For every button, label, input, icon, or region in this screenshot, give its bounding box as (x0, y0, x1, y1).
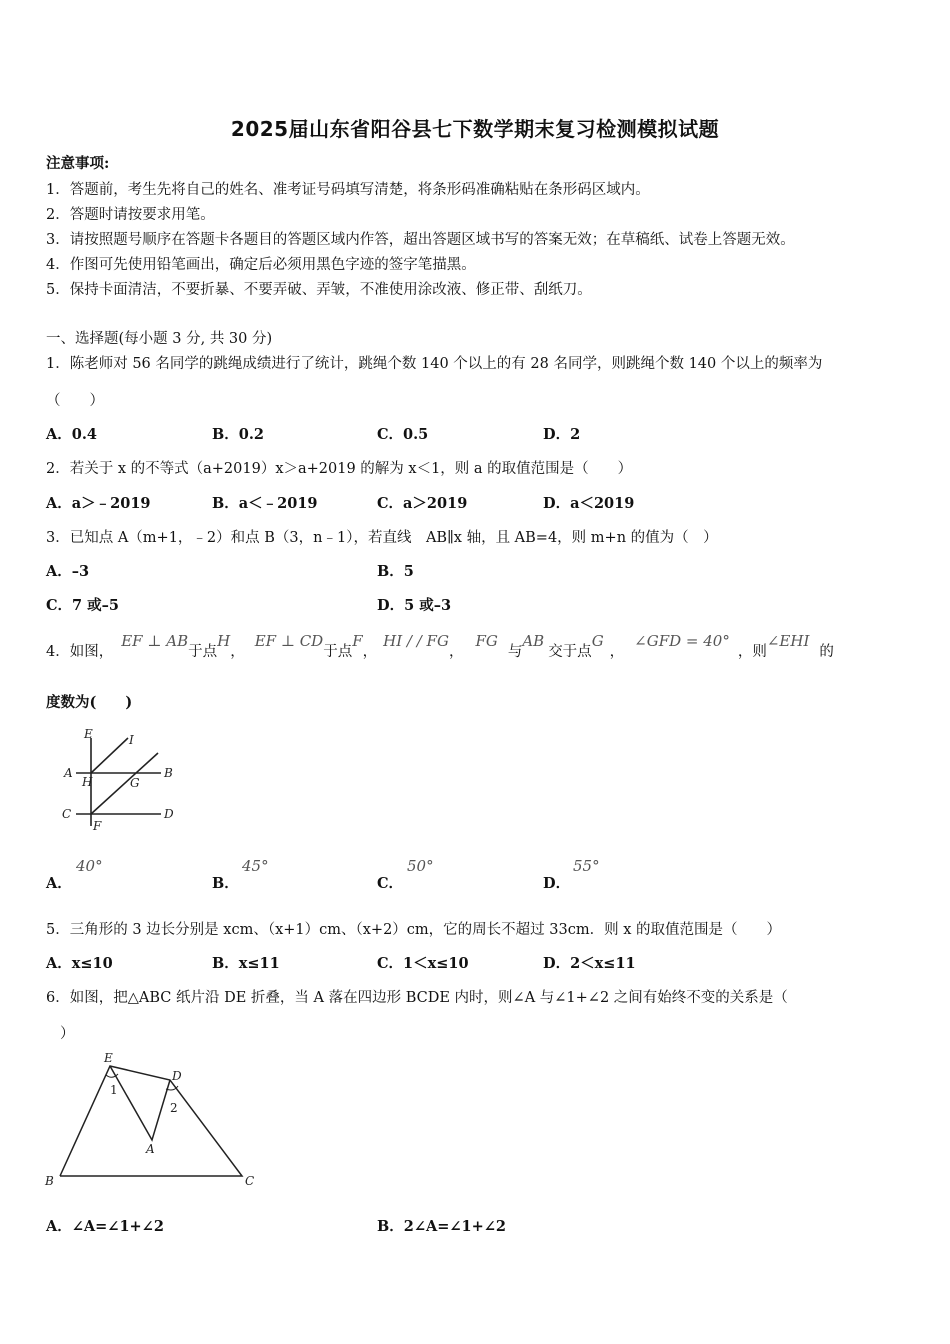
label-2: 2 (170, 1101, 178, 1115)
q4-text: ， (362, 644, 378, 660)
q4-text: 交于点 (548, 644, 592, 660)
q4-text: 于点 (188, 644, 218, 660)
q1-option-d[interactable]: D．2 (543, 426, 581, 443)
label-h: H (82, 775, 93, 789)
section-heading: 一、选择题(每小题 3 分, 共 30 分) (46, 331, 273, 347)
notes-item: 2．答题时请按要求用笔。 (46, 207, 215, 223)
label-c: C (62, 807, 72, 821)
q3-option-a[interactable]: A．–3 (46, 563, 90, 580)
q4-option-c[interactable]: C． (377, 875, 404, 892)
label-c: C (245, 1174, 255, 1188)
label-g: G (130, 776, 140, 790)
q4-math-angle-gfd: ∠GFD = 40° (634, 632, 730, 650)
q4-text: 的 (819, 644, 834, 660)
q4-math-g: G (591, 632, 604, 650)
q3-option-d[interactable]: D．5 或–3 (377, 597, 452, 614)
q2-option-c[interactable]: C．a＞2019 (377, 495, 468, 512)
question-6-paren: ） (60, 1026, 75, 1042)
label-1: 1 (110, 1083, 118, 1097)
page-title: 2025届山东省阳谷县七下数学期末复习检测模拟试题 (230, 117, 720, 141)
q4-option-c-value: 50° (407, 857, 434, 875)
q4-prefix: 4．如图， (46, 644, 114, 660)
q1-option-b[interactable]: B．0.2 (212, 426, 264, 443)
q5-option-c[interactable]: C．1＜x≤10 (377, 955, 469, 972)
q4-option-a-value: 40° (76, 857, 103, 875)
notes-item: 4．作图可先使用铅笔画出，确定后必须用黑色字迹的签字笔描黑。 (46, 257, 476, 273)
q4-text: ，则 (737, 644, 767, 660)
q2-option-b[interactable]: B．a＜﹣2019 (212, 495, 318, 512)
q4-math-h: H (217, 632, 231, 650)
q6-figure (40, 1046, 270, 1194)
label-a: A (146, 1142, 155, 1156)
label-a: A (64, 766, 73, 780)
line-fg (91, 753, 158, 814)
q5-option-d[interactable]: D．2＜x≤11 (543, 955, 636, 972)
q4-math-angle-ehi: ∠EHI (766, 632, 810, 650)
q2-option-d[interactable]: D．a＜2019 (543, 495, 635, 512)
line-hi (91, 738, 128, 773)
q4-text: ， (609, 644, 625, 660)
q4-text: 于点 (323, 644, 353, 660)
notes-heading: 注意事项: (46, 155, 110, 172)
question-4-line2: 度数为( ) (46, 694, 133, 711)
q4-math-fg: FG (475, 632, 498, 650)
q4-text: 与 (507, 644, 523, 660)
folded-flap (110, 1066, 170, 1140)
q4-option-d[interactable]: D． (543, 875, 571, 892)
question-3-stem: 3．已知点 A（m+1，﹣2）和点 B（3，n﹣1），若直线 AB∥x 轴，且 AB=4，则 m+n 的值为（ ） (46, 530, 718, 546)
label-d: D (164, 807, 174, 821)
q5-option-a[interactable]: A．x≤10 (46, 955, 113, 972)
question-4-stem (46, 632, 834, 661)
q1-option-a[interactable]: A．0.4 (46, 426, 97, 443)
question-6-stem: 6．如图，把△ABC 纸片沿 DE 折叠，当 A 落在四边形 BCDE 内时，则∠A 与∠1+∠2 之间有始终不变的关系是（ (46, 990, 788, 1006)
q4-option-b-value: 45° (242, 857, 269, 875)
label-d: D (172, 1069, 182, 1083)
label-b: B (45, 1174, 54, 1188)
q6-option-b[interactable]: B．2∠A=∠1+∠2 (377, 1218, 507, 1235)
question-2-stem: 2．若关于 x 的不等式（a+2019）x＞a+2019 的解为 x＜1，则 a 的取值范围是（ ） (46, 461, 633, 477)
question-1-paren: （ ） (46, 393, 104, 409)
label-f: F (93, 819, 102, 833)
notes-item: 3．请按照题号顺序在答题卡各题目的答题区域内作答，超出答题区域书写的答案无效；在草稿纸、试卷上答题无效。 (46, 232, 795, 248)
q5-option-b[interactable]: B．x≤11 (212, 955, 280, 972)
q4-math-hi-parallel-fg: HI / / FG (383, 632, 449, 650)
q4-text: ， (448, 644, 464, 660)
triangle-outline (60, 1066, 242, 1176)
question-5-stem: 5．三角形的 3 边长分别是 xcm、（x+1）cm、（x+2）cm，它的周长不超过 33cm．则 x 的取值范围是（ ） (46, 922, 781, 938)
q3-option-b[interactable]: B．5 (377, 563, 414, 580)
q1-option-c[interactable]: C．0.5 (377, 426, 429, 443)
label-e: E (104, 1051, 113, 1065)
q4-figure (58, 726, 188, 838)
q4-option-b[interactable]: B． (212, 875, 239, 892)
q4-math-ef-perp-ab: EF ⊥ AB (121, 632, 189, 650)
notes-item: 1．答题前，考生先将自己的姓名、准考证号码填写清楚，将条形码准确粘贴在条形码区域内。 (46, 182, 650, 198)
q4-math-ef-perp-cd: EF ⊥ CD (254, 632, 324, 650)
q4-option-d-value: 55° (573, 857, 600, 875)
label-b: B (164, 766, 173, 780)
q4-math-ab: AB (522, 632, 545, 650)
question-1-stem: 1．陈老师对 56 名同学的跳绳成绩进行了统计，跳绳个数 140 个以上的有 28 名同学，则跳绳个数 140 个以上的频率为 (46, 356, 823, 372)
q4-text: ， (230, 644, 245, 660)
label-i: I (129, 733, 134, 747)
q6-option-a[interactable]: A．∠A=∠1+∠2 (46, 1218, 164, 1235)
notes-item: 5．保持卡面清洁，不要折暴、不要弄破、弄皱，不准使用涂改液、修正带、刮纸刀。 (46, 282, 592, 298)
label-e: E (84, 727, 93, 741)
q4-option-a[interactable]: A． (46, 875, 72, 892)
q2-option-a[interactable]: A．a＞﹣2019 (46, 495, 151, 512)
q3-option-c[interactable]: C．7 或–5 (46, 597, 120, 614)
q4-math-f: F (352, 632, 363, 650)
